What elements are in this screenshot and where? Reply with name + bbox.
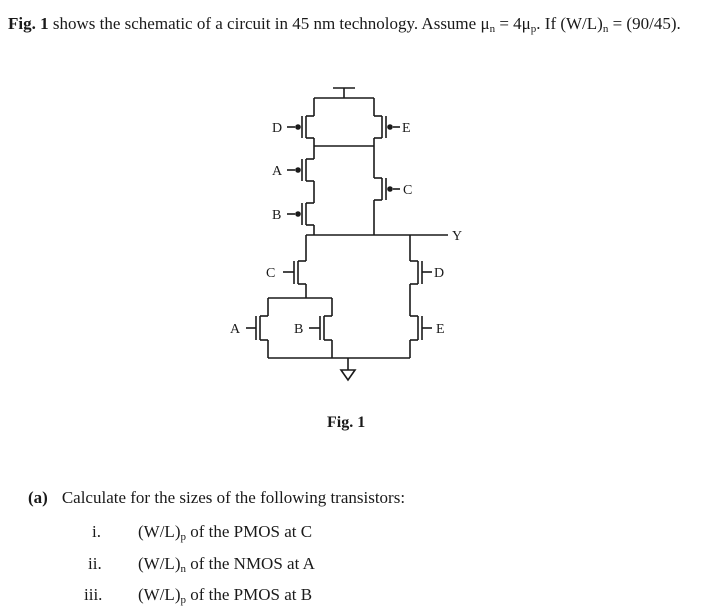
nmos-d [410, 235, 444, 316]
pmos-c-gate-label: C [403, 183, 413, 198]
pmos-d [272, 98, 314, 146]
list-item: ii. $(W/L)_n$ of the NMOS at A [88, 554, 315, 575]
nmos-c [266, 235, 306, 298]
pmos-d-gate-label: D [272, 121, 283, 136]
question-a [28, 488, 405, 508]
output-node-y [306, 229, 462, 244]
pmos-e [374, 98, 411, 146]
pmos-e-gate-label: E [402, 121, 411, 136]
nmos-a [230, 298, 268, 358]
pmos-a [272, 146, 314, 203]
pmos-b-gate-label: B [272, 208, 282, 223]
list-item: iii. $(W/L)_p$ of the PMOS at B [84, 585, 313, 606]
nmos-a-gate-label: A [230, 322, 241, 337]
nmos-e [410, 316, 445, 358]
figure-reference: Fig. 1 [8, 14, 49, 33]
vdd-symbol [314, 88, 374, 98]
list-item: i. $(W/L)_p$ of the PMOS at C [92, 522, 313, 543]
nmos-b-gate-label: B [294, 322, 304, 337]
figure-caption: Fig. 1 [327, 414, 366, 431]
problem-statement: Fig. 1 shows the schematic of a circuit in 45 nm technology. Assume $\mu_n = 4\mu_p$. If $(W/L)_n = (90/45)$. [8, 14, 681, 35]
pmos-c [374, 146, 412, 235]
ground-icon [341, 358, 355, 380]
nmos-e-gate-label: E [436, 322, 445, 337]
question-text: Calculate for the sizes of the following transistors: [61, 488, 406, 507]
nmos-b [294, 298, 332, 358]
pmos-b [272, 203, 314, 235]
pmos-a-gate-label: A [272, 164, 283, 179]
nmos-c-gate-label: C [266, 266, 276, 281]
nmos-d-gate-label: D [434, 266, 445, 281]
question-label: (a) [28, 488, 48, 507]
output-label: Y [452, 229, 463, 244]
